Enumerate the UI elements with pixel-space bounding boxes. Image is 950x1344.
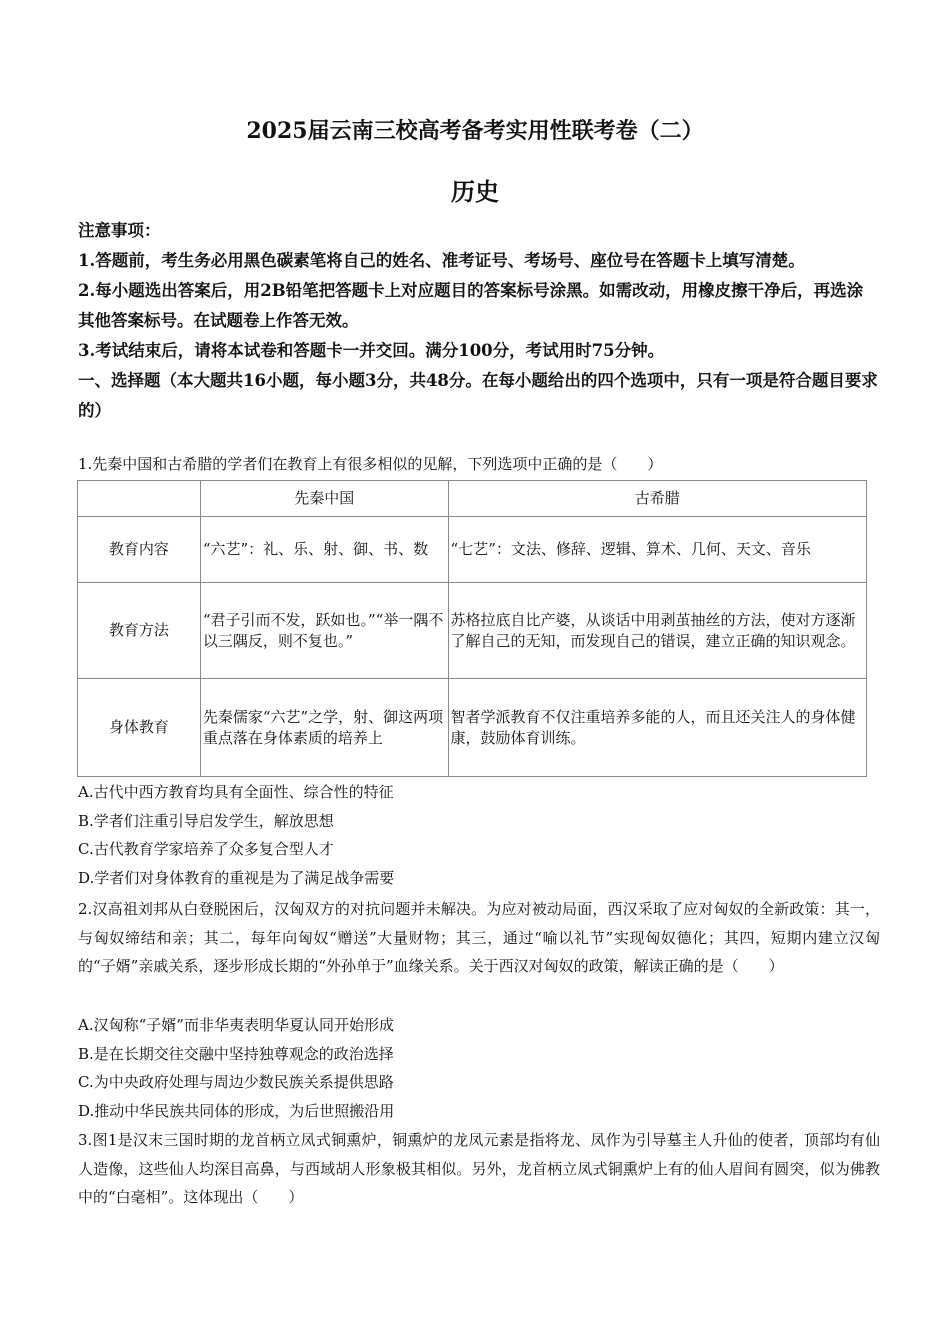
- exam-title: 2025届云南三校高考备考实用性联考卷（二）: [246, 118, 704, 144]
- note-item: 1.答题前，考生务必用黑色碳素笔将自己的姓名、准考证号、考场号、座位号在答题卡上填写清楚。: [78, 251, 805, 270]
- question-3-stem: [78, 1126, 880, 1212]
- table-row-header: 教育方法: [78, 583, 201, 679]
- table-header-row: [78, 481, 867, 517]
- option-a: A.汉匈称“子婿”而非华夷表明华夏认同开始形成: [78, 1016, 394, 1034]
- option-d: D.推动中华民族共同体的形成，为后世照搬沿用: [78, 1101, 395, 1120]
- question-2-stem: [78, 895, 880, 981]
- notes-section: [78, 216, 878, 426]
- table-cell: “君子引而不发，跃如也。”“举一隅不以三隅反，则不复也。”: [200, 583, 448, 679]
- comparison-table: [77, 480, 867, 777]
- table-header-cell: 先秦中国: [200, 481, 448, 517]
- table-row: [78, 679, 867, 777]
- option-c: C.为中央政府处理与周边少数民族关系提供思路: [78, 1073, 394, 1091]
- table-row-header: 身体教育: [78, 679, 201, 777]
- question-1-options: [78, 778, 878, 892]
- section-heading: 一、选择题（本大题共16小题，每小题3分，共48分。在每小题给出的四个选项中，只有一项是符合题目要求的）: [78, 371, 878, 420]
- table-cell: “七艺”：文法、修辞、逻辑、算术、几何、天文、音乐: [448, 517, 866, 583]
- option-b: B.学者们注重引导启发学生，解放思想: [78, 811, 334, 830]
- table-row-header: 教育内容: [78, 517, 201, 583]
- notes-heading: 注意事项：: [78, 221, 161, 240]
- question-2-options: [78, 1011, 878, 1125]
- note-item: 3.考试结束后，请将本试卷和答题卡一并交回。满分100分，考试用时75分钟。: [78, 341, 665, 360]
- question-2-text: 2.汉高祖刘邦从白登脱困后，汉匈双方的对抗问题并未解决。为应对被动局面，西汉采取了应对匈奴的全新政策：其一，与匈奴缔结和亲；其二，每年向匈奴“赠送”大量财物；其三，通过“喻以礼节”实现匈奴德化；其四，短期内建立汉匈的“子婿”亲戚关系，逐步形成长期的“外孙单于”血缘关系。关于西汉对匈奴的政策，解读正确的是（ ）: [78, 900, 880, 975]
- table-row: [78, 517, 867, 583]
- option-d: D.学者们对身体教育的重视是为了满足战争需要: [78, 868, 395, 887]
- question-1-stem: 1.先秦中国和古希腊的学者们在教育上有很多相似的见解，下列选项中正确的是（ ）: [78, 455, 663, 473]
- option-b: B.是在长期交往交融中坚持独尊观念的政治选择: [78, 1044, 394, 1063]
- option-c: C.古代教育学家培养了众多复合型人才: [78, 840, 334, 858]
- question-3-text: 3.图1是汉末三国时期的龙首柄立凤式铜熏炉，铜熏炉的龙凤元素是指将龙、凤作为引导墓主人升仙的使者，顶部均有仙人造像，这些仙人均深目高鼻，与西域胡人形象极其相似。另外，龙首柄立凤式铜熏炉上有的仙人眉间有圆突，似为佛教中的“白毫相”。这体现出（ ）: [78, 1131, 880, 1206]
- table-cell: “六艺”：礼、乐、射、御、书、数: [200, 517, 448, 583]
- table-header-cell: [78, 481, 201, 517]
- table-cell: 智者学派教育不仅注重培养多能的人，而且还关注人的身体健康，鼓励体育训练。: [448, 679, 866, 777]
- table-header-cell: 古希腊: [448, 481, 866, 517]
- subject-title: 历史: [451, 177, 499, 206]
- table-cell: 苏格拉底自比产婆，从谈话中用剥茧抽丝的方法，使对方逐渐了解自己的无知，而发现自己的错误，建立正确的知识观念。: [448, 583, 866, 679]
- option-a: A.古代中西方教育均具有全面性、综合性的特征: [78, 783, 394, 801]
- note-item: 2.每小题选出答案后，用2B铅笔把答题卡上对应题目的答案标号涂黑。如需改动，用橡皮擦干净后，再选涂其他答案标号。在试题卷上作答无效。: [78, 281, 864, 330]
- table-row: [78, 583, 867, 679]
- table-cell: 先秦儒家“六艺”之学，射、御这两项重点落在身体素质的培养上: [200, 679, 448, 777]
